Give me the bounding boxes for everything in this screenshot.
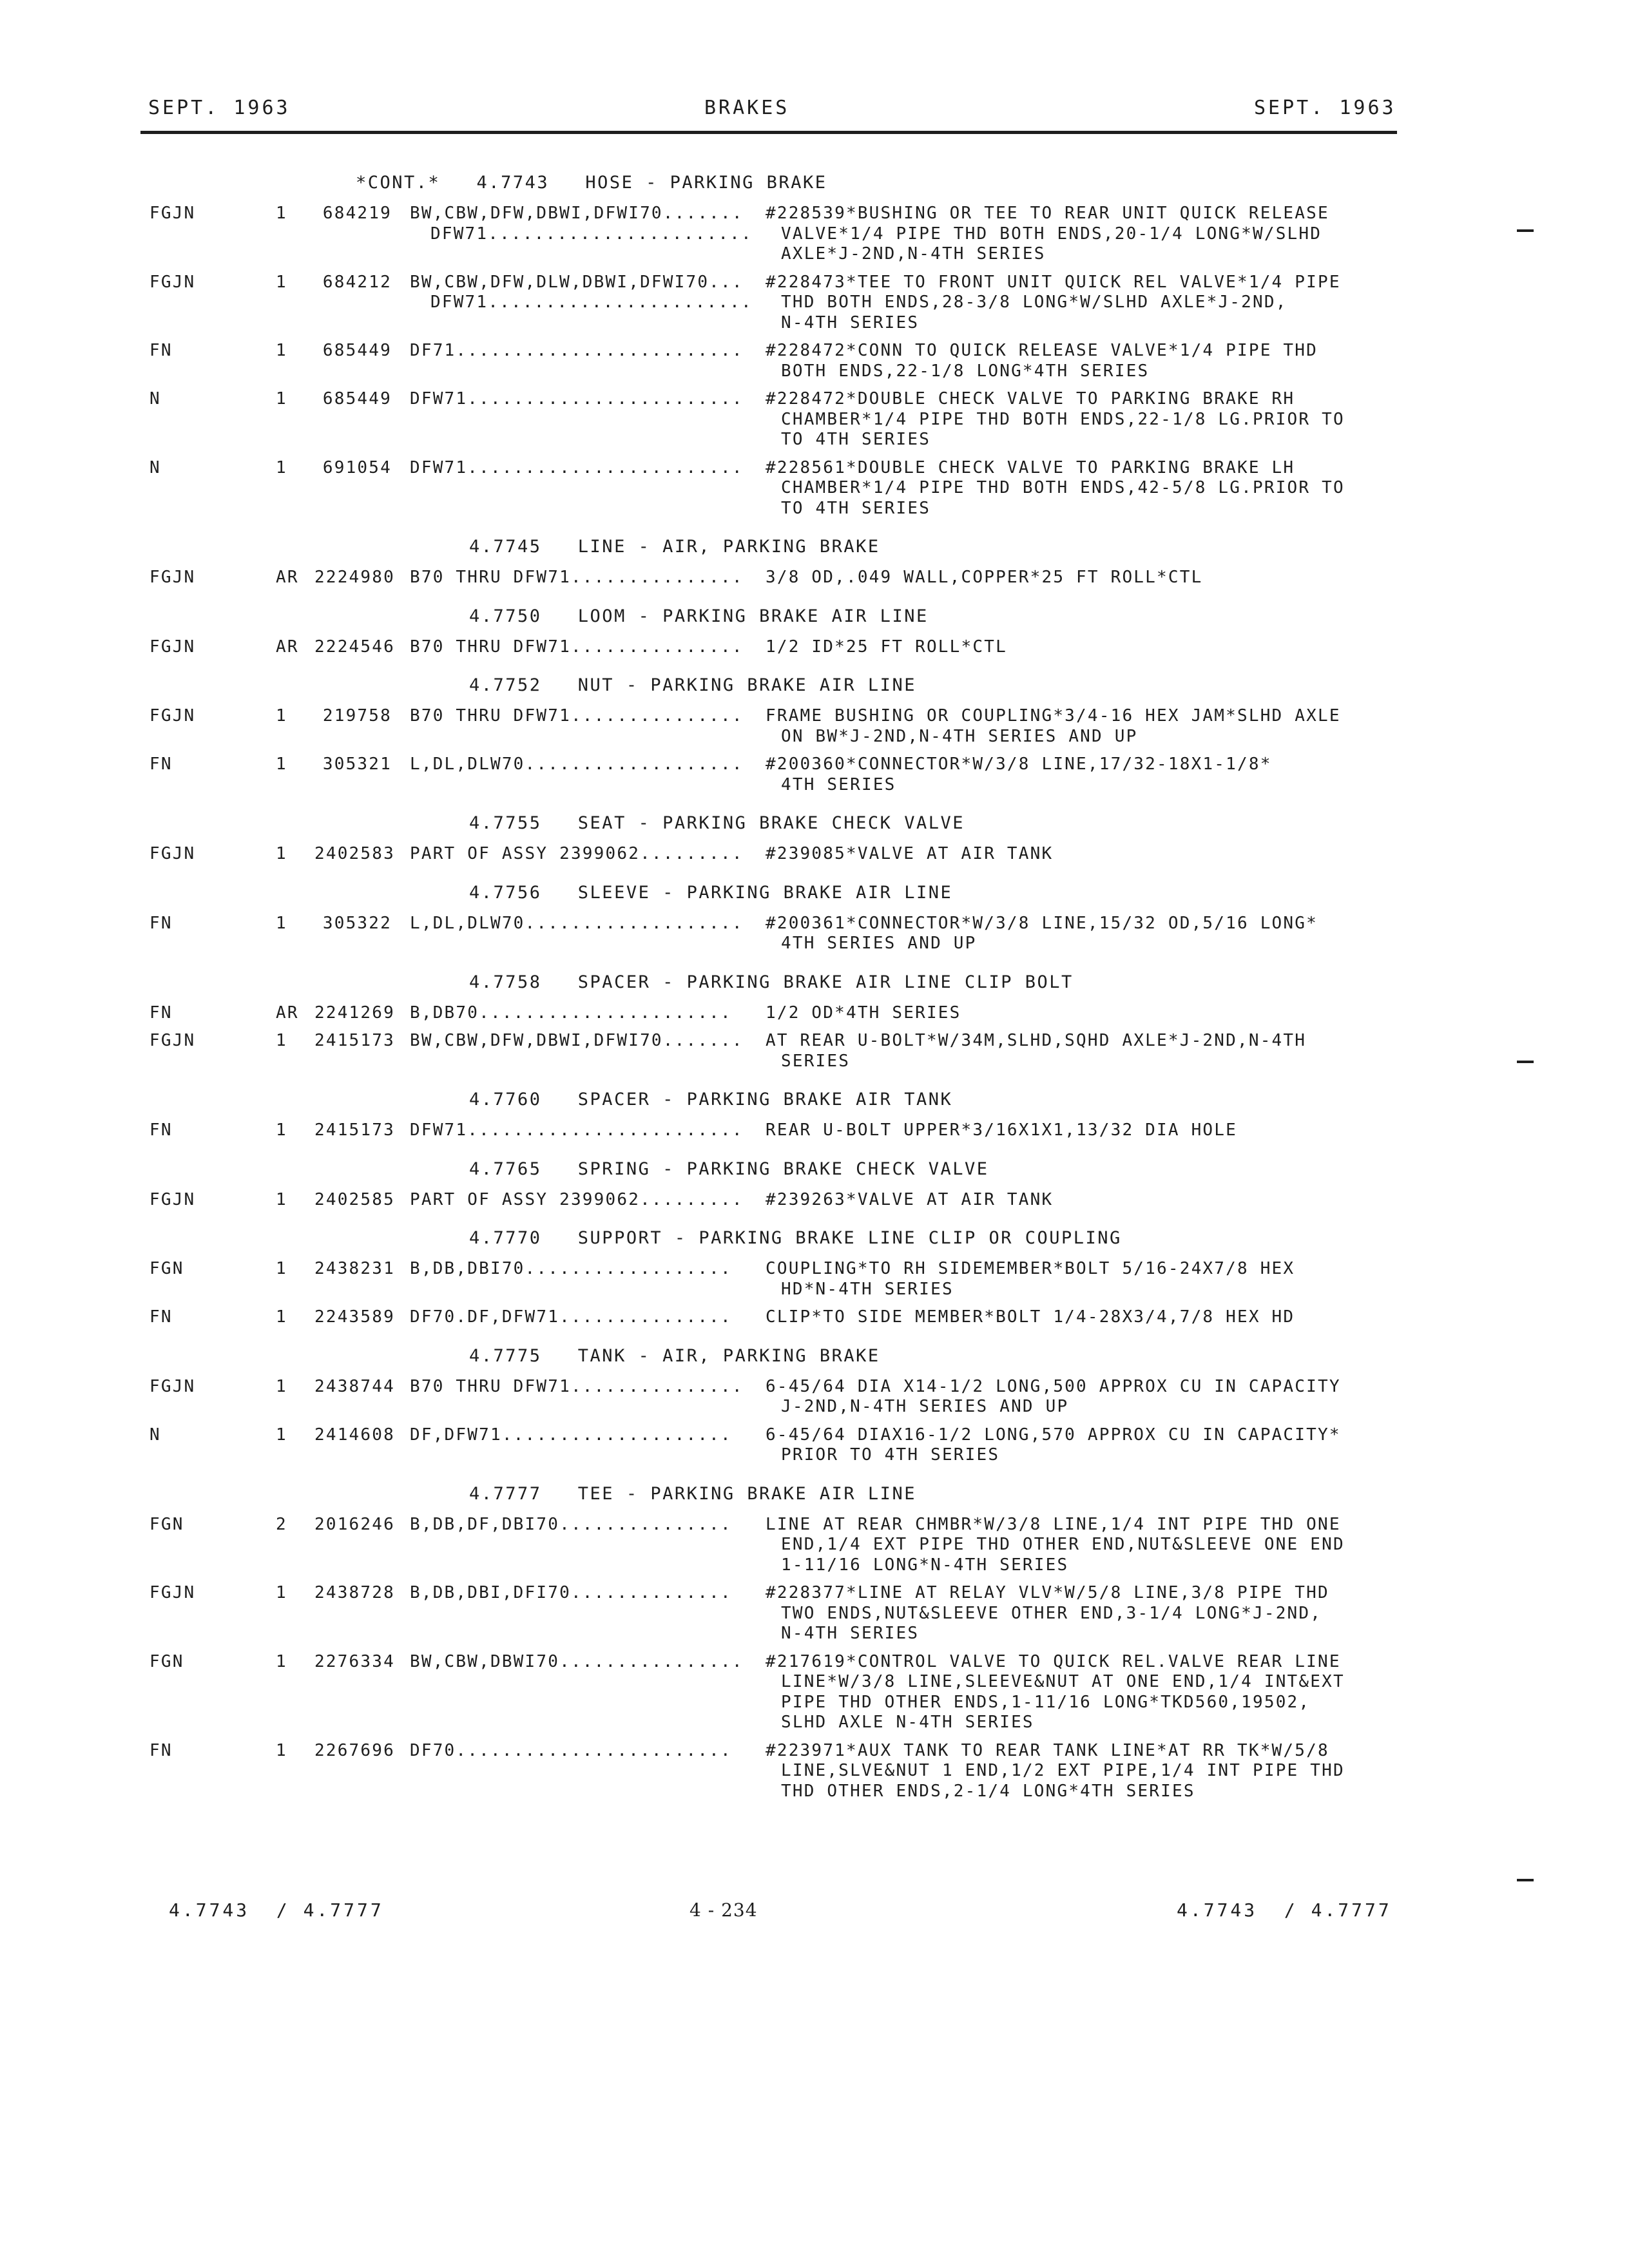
application: L,DL,DLW70................... [410, 754, 744, 774]
part-number: 2402585 [314, 1189, 395, 1209]
description: PRIOR TO 4TH SERIES [781, 1445, 1000, 1465]
application: BW,CBW,DFW,DBWI,DFWI70....... [410, 204, 744, 223]
application: L,DL,DLW70................... [410, 913, 744, 933]
description: #228472*CONN TO QUICK RELEASE VALVE*1/4 PIPE THD [766, 341, 1318, 360]
part-number: 2414608 [314, 1425, 395, 1445]
description: 3/8 OD,.049 WALL,COPPER*25 FT ROLL*CTL [766, 568, 1203, 587]
section-heading: 4.7760 SPACER - PARKING BRAKE AIR TANK [469, 1090, 953, 1110]
section-heading: 4.7755 SEAT - PARKING BRAKE CHECK VALVE [469, 813, 965, 833]
quantity: 1 [276, 204, 287, 223]
part-number: 305321 [322, 754, 392, 774]
section-heading: 4.7745 LINE - AIR, PARKING BRAKE [469, 537, 880, 557]
part-entry [0, 389, 1629, 450]
part-number: 2224980 [314, 568, 395, 587]
model-codes: FGN [149, 1651, 184, 1671]
quantity: 1 [276, 1583, 287, 1602]
part-number: 305322 [322, 913, 392, 933]
description: SLHD AXLE N-4TH SERIES [781, 1713, 1034, 1732]
application: PART OF ASSY 2399062......... [410, 1189, 744, 1209]
part-number: 2243589 [314, 1307, 395, 1327]
description: N-4TH SERIES [781, 1624, 920, 1643]
description: 1-11/16 LONG*N-4TH SERIES [781, 1555, 1069, 1575]
header-date-left: SEPT. 1963 [148, 97, 291, 119]
description: SERIES [781, 1051, 851, 1071]
description: #200360*CONNECTOR*W/3/8 LINE,17/32-18X1-1/8* [766, 754, 1272, 774]
part-number: 2267696 [314, 1740, 395, 1760]
application: BW,CBW,DFW,DLW,DBWI,DFWI70... [410, 272, 744, 292]
part-entry [0, 204, 1629, 265]
description: #228473*TEE TO FRONT UNIT QUICK REL VALVE*1/4 PIPE [766, 272, 1341, 292]
part-entry [0, 568, 1629, 588]
quantity: 1 [276, 272, 287, 292]
margin-mark [1517, 1061, 1534, 1063]
part-entry [0, 754, 1629, 795]
quantity: 2 [276, 1514, 287, 1534]
footer-range-left: 4.7743 / 4.7777 [169, 1899, 384, 1921]
quantity: 1 [276, 1376, 287, 1396]
model-codes: N [149, 1425, 161, 1445]
description: HD*N-4TH SERIES [781, 1279, 954, 1299]
part-entry [0, 1120, 1629, 1141]
description: AT REAR U-BOLT*W/34M,SLHD,SQHD AXLE*J-2ND,N-4TH [766, 1031, 1307, 1050]
part-entry [0, 1652, 1629, 1733]
part-number: 2415173 [314, 1031, 395, 1050]
part-entry [0, 1190, 1629, 1211]
part-entry [0, 1307, 1629, 1328]
application: B70 THRU DFW71............... [410, 637, 744, 657]
quantity: 1 [276, 341, 287, 360]
quantity: AR [276, 637, 299, 657]
part-number: 684212 [322, 272, 392, 292]
description: 6-45/64 DIA X14-1/2 LONG,500 APPROX CU IN CAPACITY [766, 1376, 1341, 1396]
section-heading: 4.7770 SUPPORT - PARKING BRAKE LINE CLIP OR COUPLING [469, 1228, 1122, 1248]
quantity: 1 [276, 706, 287, 726]
description: ON BW*J-2ND,N-4TH SERIES AND UP [781, 726, 1138, 746]
description: LINE*W/3/8 LINE,SLEEVE&NUT AT ONE END,1/4 INT&EXT [781, 1672, 1345, 1691]
header-title: BRAKES [704, 97, 790, 119]
description: TO 4TH SERIES [781, 498, 931, 518]
header-rule [140, 131, 1397, 134]
description: BOTH ENDS,22-1/8 LONG*4TH SERIES [781, 361, 1150, 381]
part-entry [0, 844, 1629, 865]
description: #223971*AUX TANK TO REAR TANK LINE*AT RR TK*W/5/8 [766, 1740, 1329, 1760]
part-entry [0, 458, 1629, 519]
quantity: 1 [276, 1259, 287, 1278]
part-number: 685449 [322, 341, 392, 360]
model-codes: FN [149, 1307, 173, 1327]
description: #228377*LINE AT RELAY VLV*W/5/8 LINE,3/8 PIPE THD [766, 1583, 1329, 1602]
description: END,1/4 EXT PIPE THD OTHER END,NUT&SLEEVE ONE END [781, 1535, 1345, 1554]
part-entry [0, 1741, 1629, 1802]
application: BW,CBW,DBWI70................ [410, 1651, 744, 1671]
part-number: 2224546 [314, 637, 395, 657]
part-number: 219758 [322, 706, 392, 726]
description: 1/2 ID*25 FT ROLL*CTL [766, 637, 1007, 657]
model-codes: FGJN [149, 1583, 196, 1602]
quantity: 1 [276, 1189, 287, 1209]
description: THD OTHER ENDS,2-1/4 LONG*4TH SERIES [781, 1781, 1195, 1801]
description: FRAME BUSHING OR COUPLING*3/4-16 HEX JAM*SLHD AXLE [766, 706, 1341, 726]
part-entry [0, 637, 1629, 658]
description: CLIP*TO SIDE MEMBER*BOLT 1/4-28X3/4,7/8 HEX HD [766, 1307, 1295, 1327]
description: CHAMBER*1/4 PIPE THD BOTH ENDS,22-1/8 LG.PRIOR TO [781, 409, 1345, 429]
model-codes: FN [149, 913, 173, 933]
description: TWO ENDS,NUT&SLEEVE OTHER END,3-1/4 LONG*J-2ND, [781, 1603, 1322, 1623]
description: CHAMBER*1/4 PIPE THD BOTH ENDS,42-5/8 LG.PRIOR TO [781, 478, 1345, 497]
margin-mark [1517, 1879, 1534, 1881]
part-entry [0, 1515, 1629, 1576]
model-codes: FGJN [149, 272, 196, 292]
section-heading: 4.7756 SLEEVE - PARKING BRAKE AIR LINE [469, 882, 953, 903]
section-heading: *CONT.* 4.7743 HOSE - PARKING BRAKE [356, 173, 827, 193]
description: #228561*DOUBLE CHECK VALVE TO PARKING BRAKE LH [766, 457, 1295, 477]
description: VALVE*1/4 PIPE THD BOTH ENDS,20-1/4 LONG*W/SLHD [781, 224, 1322, 244]
application: DF70.DF,DFW71............... [410, 1307, 732, 1327]
description: #228539*BUSHING OR TEE TO REAR UNIT QUICK RELEASE [766, 204, 1329, 223]
description: COUPLING*TO RH SIDEMEMBER*BOLT 5/16-24X7/8 HEX [766, 1259, 1295, 1278]
description: #200361*CONNECTOR*W/3/8 LINE,15/32 OD,5/16 LONG* [766, 913, 1318, 933]
model-codes: N [149, 389, 161, 408]
description: LINE AT REAR CHMBR*W/3/8 LINE,1/4 INT PIPE THD ONE [766, 1514, 1341, 1534]
description: N-4TH SERIES [781, 312, 920, 332]
model-codes: FGJN [149, 844, 196, 863]
quantity: 1 [276, 1120, 287, 1140]
model-codes: FN [149, 1003, 173, 1023]
application: PART OF ASSY 2399062......... [410, 844, 744, 863]
part-entry [0, 1377, 1629, 1418]
margin-mark [1517, 229, 1534, 232]
part-entry [0, 1583, 1629, 1644]
description: LINE,SLVE&NUT 1 END,1/2 EXT PIPE,1/4 INT PIPE THD [781, 1761, 1345, 1780]
application: B70 THRU DFW71............... [410, 1376, 744, 1396]
application: DFW71........................ [410, 457, 744, 477]
section-heading: 4.7775 TANK - AIR, PARKING BRAKE [469, 1345, 880, 1366]
part-entry [0, 706, 1629, 747]
part-entry [0, 273, 1629, 334]
application: DFW71....................... [430, 293, 753, 312]
description: 4TH SERIES AND UP [781, 934, 977, 953]
page-number: 4 - 234 [689, 1899, 758, 1921]
section-heading: 4.7758 SPACER - PARKING BRAKE AIR LINE CLIP BOLT [469, 972, 1074, 992]
model-codes: FN [149, 341, 173, 360]
header-date-right: SEPT. 1963 [1254, 97, 1396, 119]
quantity: 1 [276, 1740, 287, 1760]
quantity: 1 [276, 844, 287, 863]
description: 4TH SERIES [781, 774, 896, 794]
part-entry [0, 914, 1629, 954]
section-heading: 4.7752 NUT - PARKING BRAKE AIR LINE [469, 675, 916, 695]
model-codes: FGJN [149, 637, 196, 657]
parts-list [0, 162, 1629, 1809]
model-codes: FN [149, 754, 173, 774]
quantity: 1 [276, 1425, 287, 1445]
model-codes: FGJN [149, 706, 196, 726]
part-entry [0, 341, 1629, 381]
part-number: 685449 [322, 389, 392, 408]
part-entry [0, 1031, 1629, 1072]
part-entry [0, 1259, 1629, 1300]
description: THD BOTH ENDS,28-3/8 LONG*W/SLHD AXLE*J-2ND, [781, 293, 1287, 312]
application: B70 THRU DFW71............... [410, 706, 744, 726]
part-number: 2438744 [314, 1376, 395, 1396]
quantity: 1 [276, 913, 287, 933]
part-number: 2415173 [314, 1120, 395, 1140]
description: #239263*VALVE AT AIR TANK [766, 1189, 1054, 1209]
application: B,DB,DBI,DFI70.............. [410, 1583, 732, 1602]
model-codes: N [149, 457, 161, 477]
quantity: 1 [276, 1031, 287, 1050]
description: J-2ND,N-4TH SERIES AND UP [781, 1397, 1069, 1416]
model-codes: FGN [149, 1514, 184, 1534]
application: B,DB,DBI70.................. [410, 1259, 732, 1278]
description: AXLE*J-2ND,N-4TH SERIES [781, 244, 1046, 264]
description: 1/2 OD*4TH SERIES [766, 1003, 961, 1023]
part-number: 684219 [322, 204, 392, 223]
application: DFW71........................ [410, 1120, 744, 1140]
part-number: 2016246 [314, 1514, 395, 1534]
quantity: 1 [276, 457, 287, 477]
quantity: 1 [276, 1307, 287, 1327]
part-number: 2402583 [314, 844, 395, 863]
description: PIPE THD OTHER ENDS,1-11/16 LONG*TKD560,19502, [781, 1692, 1311, 1712]
section-heading: 4.7750 LOOM - PARKING BRAKE AIR LINE [469, 606, 929, 626]
quantity: 1 [276, 754, 287, 774]
section-heading: 4.7777 TEE - PARKING BRAKE AIR LINE [469, 1483, 916, 1504]
application: DF71......................... [410, 341, 744, 360]
application: B,DB,DF,DBI70............... [410, 1514, 732, 1534]
model-codes: FN [149, 1120, 173, 1140]
part-entry [0, 1425, 1629, 1466]
application: DFW71........................ [410, 389, 744, 408]
part-number: 2438728 [314, 1583, 395, 1602]
description: 6-45/64 DIAX16-1/2 LONG,570 APPROX CU IN CAPACITY* [766, 1425, 1341, 1445]
description: #228472*DOUBLE CHECK VALVE TO PARKING BRAKE RH [766, 389, 1295, 408]
part-number: 2241269 [314, 1003, 395, 1023]
quantity: AR [276, 568, 299, 587]
application: DF,DFW71.................... [410, 1425, 732, 1445]
description: #217619*CONTROL VALVE TO QUICK REL.VALVE REAR LINE [766, 1651, 1341, 1671]
part-number: 2276334 [314, 1651, 395, 1671]
model-codes: FGJN [149, 1189, 196, 1209]
application: B70 THRU DFW71............... [410, 568, 744, 587]
part-number: 2438231 [314, 1259, 395, 1278]
description: REAR U-BOLT UPPER*3/16X1X1,13/32 DIA HOLE [766, 1120, 1237, 1140]
model-codes: FGJN [149, 1376, 196, 1396]
model-codes: FGJN [149, 1031, 196, 1050]
part-number: 691054 [322, 457, 392, 477]
application: BW,CBW,DFW,DBWI,DFWI70....... [410, 1031, 744, 1050]
application: DFW71....................... [430, 224, 753, 244]
model-codes: FGN [149, 1259, 184, 1278]
footer-range-right: 4.7743 / 4.7777 [1177, 1899, 1392, 1921]
part-entry [0, 1003, 1629, 1024]
quantity: AR [276, 1003, 299, 1023]
application: DF70........................ [410, 1740, 732, 1760]
quantity: 1 [276, 389, 287, 408]
section-heading: 4.7765 SPRING - PARKING BRAKE CHECK VALVE [469, 1158, 989, 1179]
model-codes: FGJN [149, 568, 196, 587]
quantity: 1 [276, 1651, 287, 1671]
model-codes: FGJN [149, 204, 196, 223]
description: #239085*VALVE AT AIR TANK [766, 844, 1054, 863]
description: TO 4TH SERIES [781, 430, 931, 449]
application: B,DB70...................... [410, 1003, 732, 1023]
model-codes: FN [149, 1740, 173, 1760]
